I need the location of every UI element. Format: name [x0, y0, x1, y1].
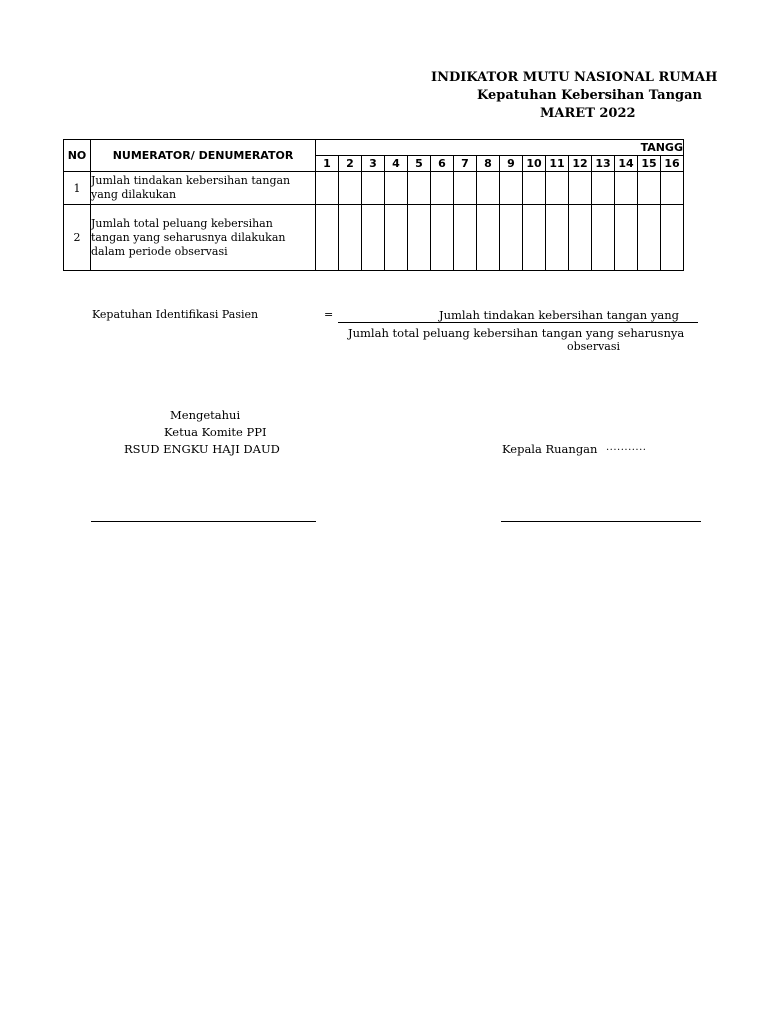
day-header: 1: [316, 156, 339, 172]
equals-sign: =: [324, 308, 334, 321]
formula-denominator-continued: observasi: [567, 340, 621, 353]
table-row: [64, 205, 684, 271]
signature-dots: ...........: [606, 442, 647, 453]
day-cell[interactable]: [477, 172, 500, 205]
day-cell[interactable]: [615, 205, 638, 271]
document-period: MARET 2022: [540, 106, 636, 121]
day-header: 7: [454, 156, 477, 172]
day-cell[interactable]: [523, 172, 546, 205]
document-title: INDIKATOR MUTU NASIONAL RUMAH: [431, 70, 718, 85]
day-cell[interactable]: [661, 205, 684, 271]
signature-hospital-name: RSUD ENGKU HAJI DAUD: [124, 442, 280, 456]
day-cell[interactable]: [454, 172, 477, 205]
day-cell[interactable]: [661, 172, 684, 205]
day-header: 12: [569, 156, 592, 172]
day-cell[interactable]: [546, 172, 569, 205]
day-cell[interactable]: [638, 172, 661, 205]
day-header: 2: [339, 156, 362, 172]
day-cell[interactable]: [592, 205, 615, 271]
day-header: 11: [546, 156, 569, 172]
signature-line-left: [91, 521, 316, 522]
signature-ketua-komite: Ketua Komite PPI: [164, 425, 267, 439]
column-header-numerator: NUMERATOR/ DENUMERATOR: [91, 140, 316, 172]
column-header-no: NO: [64, 140, 91, 172]
day-header: 14: [615, 156, 638, 172]
table-row: [64, 172, 684, 205]
data-table: [63, 139, 684, 271]
day-header: 15: [638, 156, 661, 172]
day-cell[interactable]: [638, 205, 661, 271]
day-header: 13: [592, 156, 615, 172]
day-cell[interactable]: [385, 205, 408, 271]
formula-numerator: Jumlah tindakan kebersihan tangan yang: [439, 308, 679, 322]
day-cell[interactable]: [500, 172, 523, 205]
day-cell[interactable]: [569, 172, 592, 205]
day-cell[interactable]: [454, 205, 477, 271]
day-cell[interactable]: [477, 205, 500, 271]
fraction-line: [338, 322, 698, 323]
day-cell[interactable]: [362, 172, 385, 205]
day-header: 5: [408, 156, 431, 172]
signature-mengetahui: Mengetahui: [170, 408, 241, 422]
row-description: Jumlah tindakan kebersihan tangan yang dilakukan: [91, 172, 316, 205]
day-cell[interactable]: [592, 172, 615, 205]
day-header: 9: [500, 156, 523, 172]
row-description: Jumlah total peluang kebersihan tangan yang seharusnya dilakukan dalam periode observasi: [91, 205, 316, 271]
day-cell[interactable]: [339, 205, 362, 271]
day-cell[interactable]: [615, 172, 638, 205]
day-header: 8: [477, 156, 500, 172]
day-cell[interactable]: [546, 205, 569, 271]
document-subtitle: Kepatuhan Kebersihan Tangan: [477, 88, 702, 103]
signature-line-right: [501, 521, 701, 522]
row-number: 2: [64, 205, 91, 271]
day-header: 10: [523, 156, 546, 172]
column-header-tanggal: TANGG: [316, 140, 684, 156]
day-cell[interactable]: [431, 172, 454, 205]
day-cell[interactable]: [316, 172, 339, 205]
formula-denominator: Jumlah total peluang kebersihan tangan yang seharusnya: [348, 326, 685, 340]
day-cell[interactable]: [362, 205, 385, 271]
signature-kepala-ruangan: Kepala Ruangan: [502, 442, 598, 456]
day-cell[interactable]: [339, 172, 362, 205]
day-header: 3: [362, 156, 385, 172]
day-header: 4: [385, 156, 408, 172]
day-cell[interactable]: [569, 205, 592, 271]
day-header: 16: [661, 156, 684, 172]
row-number: 1: [64, 172, 91, 205]
day-cell[interactable]: [523, 205, 546, 271]
day-header: 6: [431, 156, 454, 172]
day-cell[interactable]: [385, 172, 408, 205]
day-cell[interactable]: [408, 172, 431, 205]
day-cell[interactable]: [316, 205, 339, 271]
day-cell[interactable]: [431, 205, 454, 271]
day-cell[interactable]: [408, 205, 431, 271]
formula-label: Kepatuhan Identifikasi Pasien: [92, 308, 259, 321]
day-cell[interactable]: [500, 205, 523, 271]
